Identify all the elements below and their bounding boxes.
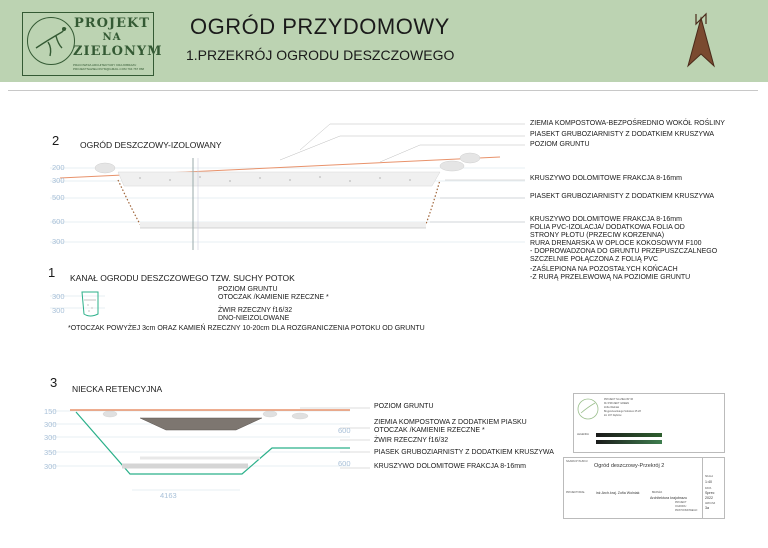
- stamp-line: MJ PROJEKT GREEN: [604, 402, 630, 405]
- section-2-label: - DOPROWADZONA DO GRUNTU PRZEPUSZCZALNEGO: [530, 248, 718, 255]
- section-3-dim: 600: [338, 459, 351, 468]
- date-label: DATA: [705, 487, 712, 490]
- section-2-dim: 200: [52, 163, 65, 172]
- section-2-label: POZIOM GRUNTU: [530, 141, 590, 148]
- legend-swatch: [596, 440, 662, 444]
- section-2-title: OGRÓD DESZCZOWY-IZOLOWANY: [80, 140, 222, 150]
- section-3-dim: 150: [44, 407, 57, 416]
- section-2-label: RURA DRENARSKA W OPLOCE KOKOSOWYM F100: [530, 240, 702, 247]
- logo-contact-text: PRACOWNIA ARCHITEKTURY KRAJOBRAZU PROJEKTNAZIELONYM@GMAIL.COM 794 767 868: [73, 63, 145, 71]
- section-2-dim: 600: [52, 217, 65, 226]
- section-3-dim: 300: [44, 433, 57, 442]
- section-2-label: -ZAŚLEPIONA NA POZOSTAŁYCH KOŃCACH: [530, 266, 678, 273]
- section-1-label: POZIOM GRUNTU: [218, 286, 278, 293]
- designer-label: PROJEKTOWAŁ: [566, 491, 585, 494]
- title-block-top: [573, 393, 725, 453]
- section-2-label: PIASEKT GRUBOZIARNISTY Z DODATKIEM KRUSZYWA: [530, 193, 715, 200]
- legend-label: LEGENDA: [577, 433, 589, 436]
- project-label: PROJEKT: [675, 501, 687, 504]
- scale-label: SKALA: [705, 475, 714, 478]
- section-3-label: POZIOM GRUNTU: [374, 403, 434, 410]
- section-1-label: ŻWIR RZECZNY f16/32: [218, 307, 293, 314]
- legend-swatch: [596, 433, 662, 437]
- section-3-dim: 350: [44, 448, 57, 457]
- drawing-name-label: NAZWA RYSUNKU: [566, 460, 588, 463]
- section-3-label: ŻWIR RZECZNY f16/32: [374, 437, 449, 444]
- section-3-number: 3: [50, 375, 58, 390]
- section-2-label: KRUSZYWO DOLOMITOWE FRAKCJA 8-16mm: [530, 175, 682, 182]
- section-3-width-dim: 4163: [160, 491, 177, 500]
- project-label: OGRODU: [675, 505, 687, 508]
- stamp-line: Zofia Walniak: [604, 406, 620, 409]
- section-1-label: OTOCZAK /KAMIENIE RZECZNE *: [218, 294, 329, 301]
- section-1-note: *OTOCZAK POWYŻEJ 3cm ORAZ KAMIEŃ RZECZNY 10-20cm DLA ROZGRANICZENIA POTOKU OD GRUNTU: [68, 325, 425, 332]
- stamp-line: Bręgoszewskiego Sobolew 25 28: [604, 410, 641, 413]
- stamp-divider: [702, 458, 703, 518]
- section-2-number: 2: [52, 133, 60, 148]
- section-3-dim: 300: [44, 462, 57, 471]
- branch-label: BRANŻA: [652, 491, 663, 494]
- stamp-line: kin 197 Dąbrów: [604, 414, 622, 417]
- sheet-label: ARKUSZ: [705, 502, 716, 505]
- section-1-dim: 300: [52, 306, 65, 315]
- branch-value: Architektura krajobrazu: [650, 496, 687, 500]
- section-3-label: OTOCZAK /KAMIENIE RZECZNE *: [374, 427, 485, 434]
- section-2-dim: 300: [52, 237, 65, 246]
- section-2-label: KRUSZYWO DOLOMITOWE FRAKCJA 8-16mm: [530, 216, 682, 223]
- section-2-label: FOLIA PVC-IZOLACJA/ DODATKOWA FOLIA OD: [530, 224, 685, 231]
- section-2-label: PIASEKT GRUBOZIARNISTY Z DODATKIEM KRUSZYWA: [530, 131, 715, 138]
- section-2-label: STRONY PŁOTU (PRZECIW KORZENNA): [530, 232, 665, 239]
- title-block-bottom: [563, 457, 725, 519]
- section-1-dim: 300: [52, 292, 65, 301]
- stamp-logo-icon: [577, 398, 599, 420]
- date-value: Sprec: [705, 491, 715, 495]
- section-3-label: PIASEK GRUBOZIARNISTY Z DODATKIEM KRUSZYWA: [374, 449, 554, 456]
- section-2-label: SZCZELNIE POŁĄCZONA Z FOLIĄ PVC: [530, 256, 658, 263]
- section-2-dim: 500: [52, 193, 65, 202]
- logo-brand-text: PROJEKT NA ZIELONYM: [73, 16, 163, 59]
- section-3-dim: 600: [338, 426, 351, 435]
- designer-name: inż.Arch.kraj. Zofia Wolniak: [596, 491, 640, 495]
- section-1-title: KANAŁ OGRODU DESZCZOWEGO TZW. SUCHY POTOK: [70, 273, 295, 283]
- section-3-label: ZIEMIA KOMPOSTOWA Z DODATKIEM PIASKU: [374, 419, 527, 426]
- section-3-dim: 300: [44, 420, 57, 429]
- section-2-dim: 300: [52, 176, 65, 185]
- section-1-label: DNO-NIEIZOLOWANE: [218, 315, 290, 322]
- date-value: 2022: [705, 496, 713, 500]
- sheet-value: 3a: [705, 506, 709, 510]
- page-title: OGRÓD PRZYDOMOWY: [190, 14, 450, 39]
- project-label: PRZYDOMOWEGO: [675, 509, 698, 512]
- section-1-number: 1: [48, 265, 56, 280]
- section-3-title: NIECKA RETENCYJNA: [72, 384, 163, 394]
- drawing-name: Ogród deszczowy-Przekrój 2: [594, 463, 665, 469]
- page-subtitle: 1.PRZEKRÓJ OGRODU DESZCZOWEGO: [186, 47, 455, 63]
- stamp-line: PROJEKT NA ZIELONYM: [604, 398, 633, 401]
- section-2-label: ZIEMIA KOMPOSTOWA-BEZPOŚREDNIO WOKÓŁ ROŚLINY: [530, 120, 725, 127]
- section-2-label: -Z RURĄ PRZELEWOWĄ NA POZIOMIE GRUNTU: [530, 274, 691, 281]
- section-3-label: KRUSZYWO DOLOMITOWE FRAKCJA 8-16mm: [374, 463, 526, 470]
- scale-value: 1:40: [705, 480, 712, 484]
